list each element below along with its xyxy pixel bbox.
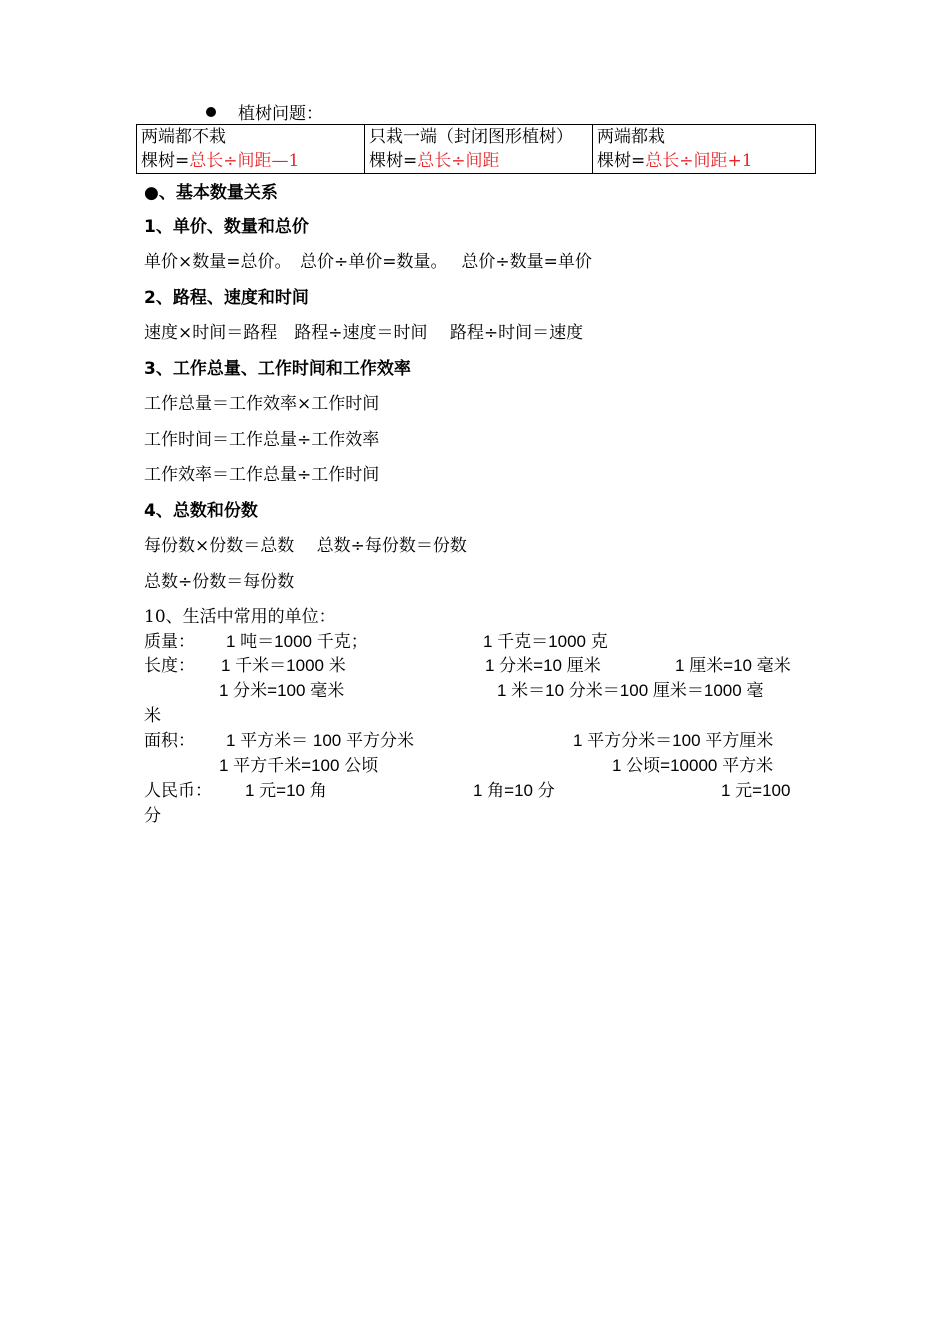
- formula-text: 单价×数量=总价。 总价÷单价=数量。 总价÷数量=单价: [144, 252, 592, 272]
- unit-label-area: 面积：: [144, 731, 195, 751]
- table-row: [137, 125, 816, 174]
- unit-conversion: 1 吨＝1000 千克；: [226, 632, 368, 651]
- formula-line: 棵树=总长÷间距+1: [597, 151, 753, 171]
- formula: 总长÷间距+1: [645, 151, 753, 171]
- unit-conversion: 1 分米=100 毫米: [219, 681, 345, 700]
- formula-line: 棵树=总长÷间距—1: [141, 151, 300, 171]
- case-label: 两端都不栽: [141, 127, 226, 147]
- unit-label-mass: 质量：: [144, 632, 195, 652]
- unit-conversion-wrap: 米: [144, 706, 161, 725]
- section-heading: ●、基本数量关系: [144, 183, 278, 203]
- formula: 总长÷间距: [417, 151, 500, 171]
- subsection-title: 3、工作总量、工作时间和工作效率: [144, 359, 411, 379]
- table-cell: [593, 125, 816, 174]
- subsection-title: 2、路程、速度和时间: [144, 288, 309, 308]
- unit-conversion: 1 元=100: [721, 781, 791, 800]
- formula-text: 工作总量＝工作效率×工作时间: [144, 394, 380, 414]
- tree-problem-table: [136, 124, 816, 174]
- formula-line: 棵树=总长÷间距: [369, 151, 500, 171]
- unit-conversion: 1 千米＝1000 米: [221, 656, 346, 675]
- unit-conversion: 1 千克＝1000 克: [483, 632, 608, 651]
- table-cell: [137, 125, 365, 174]
- unit-conversion: 1 角=10 分: [473, 781, 555, 800]
- unit-conversion: 1 平方米＝ 100 平方分米: [226, 731, 414, 750]
- unit-conversion: 1 公顷=10000 平方米: [612, 756, 774, 775]
- case-label: 只栽一端（封闭图形植树）: [369, 127, 573, 147]
- tree-problem-title: 植树问题：: [206, 99, 323, 124]
- unit-conversion: 1 元=10 角: [245, 781, 327, 800]
- unit-conversion: 1 厘米=10 毫米: [675, 656, 791, 675]
- units-title: 10、生活中常用的单位：: [144, 607, 336, 627]
- unit-conversion: 1 米＝10 分米＝100 厘米＝1000 毫: [497, 681, 764, 700]
- case-label: 两端都栽: [597, 127, 665, 147]
- formula: 总长÷间距—1: [189, 151, 300, 171]
- table-cell: [365, 125, 593, 174]
- unit-conversion-wrap: 分: [144, 806, 161, 825]
- formula-text: 每份数×份数＝总数 总数÷每份数＝份数: [144, 536, 467, 556]
- subsection-title: 1、单价、数量和总价: [144, 217, 309, 237]
- unit-label-length: 长度：: [144, 656, 195, 676]
- formula-text: 工作时间＝工作总量÷工作效率: [144, 430, 380, 450]
- unit-conversion: 1 平方分米＝100 平方厘米: [573, 731, 774, 750]
- formula-text: 工作效率＝工作总量÷工作时间: [144, 465, 380, 485]
- bullet-icon: [206, 107, 216, 117]
- formula-text: 总数÷份数＝每份数: [144, 572, 295, 592]
- formula-text: 速度×时间＝路程 路程÷速度＝时间 路程÷时间＝速度: [144, 323, 584, 343]
- subsection-title: 4、总数和份数: [144, 501, 258, 521]
- unit-conversion: 1 平方千米=100 公顷: [219, 756, 379, 775]
- unit-label-rmb: 人民币：: [144, 781, 212, 801]
- unit-conversion: 1 分米=10 厘米: [485, 656, 601, 675]
